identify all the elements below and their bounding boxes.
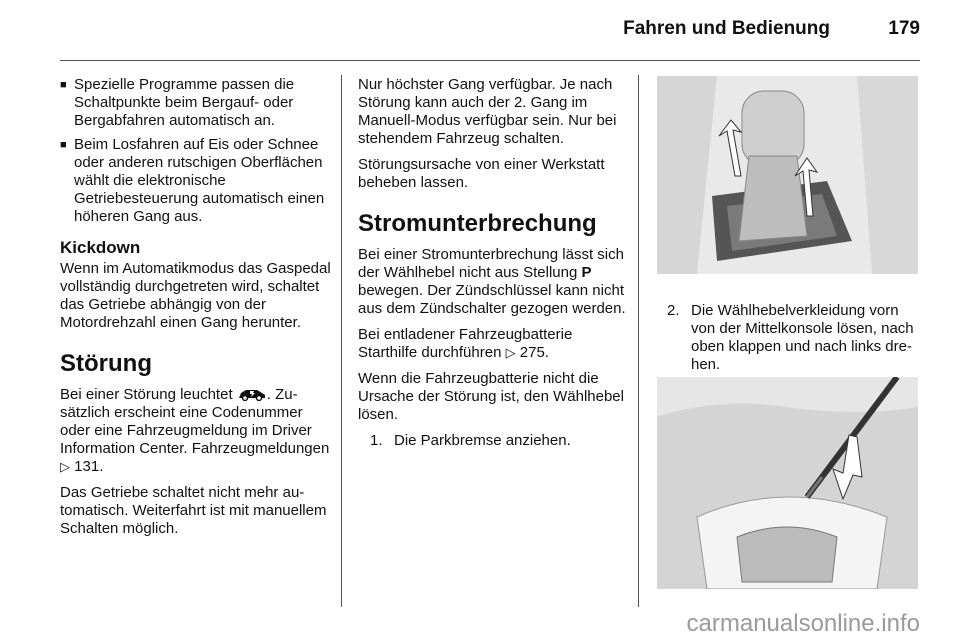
reference-arrow-icon: ▷ — [60, 459, 70, 474]
kickdown-text: Wenn im Automatikmodus das Gaspedal vollständig durchgetreten wird, schaltet das Getriebe abhängig von der Motordrehzahl einen Gang herunter. — [60, 260, 331, 331]
middle-paragraph-1: Nur höchster Gang verfügbar. Je nach Störung kann auch der 2. Gang im Manuell-Modus verfügbar sein. Nur bei stehendem Fahrzeug schalten. — [358, 76, 617, 147]
gear-selector-figure — [657, 76, 918, 274]
watermark: carmanualsonline.info — [686, 610, 920, 637]
page-number: 179 — [888, 18, 920, 39]
console-trim-figure — [657, 377, 918, 589]
header-title: Fahren und Bedienung — [623, 18, 830, 39]
bullet-square-icon: ■ — [60, 139, 67, 151]
step-1: 1. Die Parkbremse anziehen. — [370, 432, 571, 449]
reference-arrow-icon: ▷ — [505, 345, 516, 360]
left-column — [60, 76, 332, 546]
column-divider-2 — [638, 75, 639, 607]
middle-paragraph-2: Störungsursache von einer Werkstatt beheben lassen. — [358, 156, 605, 191]
header-rule — [60, 60, 920, 61]
middle-paragraph-4: Bei entladener Fahrzeugbatterie Starthilfe durchführen ▷ 275. — [358, 326, 573, 361]
gear-position-p: P — [581, 264, 592, 281]
bullet-square-icon: ■ — [60, 79, 67, 91]
step-2: 2. Die Wählhebelverkleidung vorn von der Mittelkonsole lösen, nach oben klappen und nach links drehen. — [667, 302, 914, 373]
stromunterbrechung-heading: Stromunterbrechung — [358, 210, 597, 237]
bullet-item: ■ Spezielle Programme passen die Schaltpunkte beim Bergauf- oder Bergabfahren automatisch an. — [60, 76, 295, 129]
middle-paragraph-3: Bei einer Stromunterbrechung lässt sich der Wählhebel nicht aus Stellung P bewegen. Der Zündschlüssel kann nicht aus dem Zündschalter gezogen werden. — [358, 246, 626, 317]
bullet-item: ■ Beim Losfahren auf Eis oder Schnee oder anderen rutschigen Oberflächen wählt die elektronische Getriebesteuerung automatisch einen höheren Gang aus. — [60, 136, 325, 225]
stoerung-paragraph-2: Das Getriebe schaltet nicht mehr automatisch. Weiterfahrt ist mit manuellem Schalten möglich. — [60, 484, 327, 537]
middle-column — [358, 76, 628, 450]
stoerung-heading: Störung — [60, 350, 152, 377]
right-column — [657, 302, 919, 374]
kickdown-heading: Kickdown — [60, 238, 141, 257]
stoerung-paragraph-1: Bei einer Störung leuchtet . Zusätzlich erscheint eine Codenummer oder eine Fahrzeugmeldung im Driver Information Center. Fahrzeugmeldungen ▷ 131. — [60, 386, 330, 475]
middle-paragraph-5: Wenn die Fahrzeugbatterie nicht die Ursache der Störung ist, den Wählhebel lösen. — [358, 370, 624, 423]
column-divider-1 — [341, 75, 342, 607]
car-fault-icon — [237, 387, 267, 401]
